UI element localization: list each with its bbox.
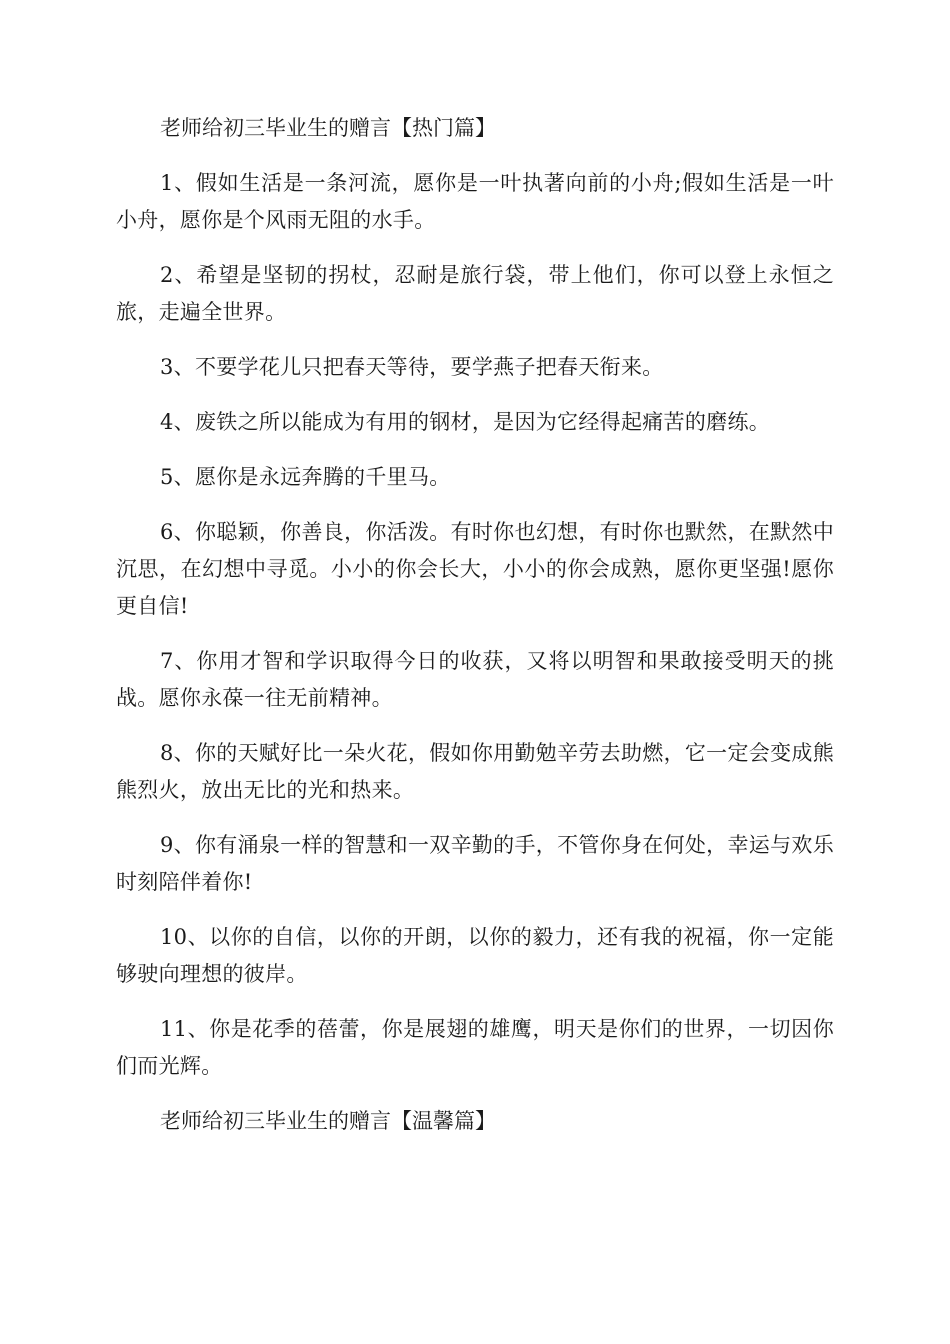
list-item: 2、希望是坚韧的拐杖，忍耐是旅行袋，带上他们，你可以登上永恒之旅，走遍全世界。 [116,263,834,324]
section-heading-hot: 老师给初三毕业生的赠言【热门篇】 [160,116,496,140]
list-item: 8、你的天赋好比一朵火花，假如你用勤勉辛劳去助燃，它一定会变成熊熊烈火，放出无比的光和热来。 [116,741,834,802]
list-item: 1、假如生活是一条河流，愿你是一叶执著向前的小舟;假如生活是一叶小舟，愿你是个风雨无阻的水手。 [116,171,834,232]
list-item: 7、你用才智和学识取得今日的收获，又将以明智和果敢接受明天的挑战。愿你永葆一往无前精神。 [116,649,834,710]
list-item: 3、不要学花儿只把春天等待，要学燕子把春天衔来。 [160,355,664,379]
list-item: 9、你有涌泉一样的智慧和一双辛勤的手，不管你身在何处，幸运与欢乐时刻陪伴着你! [116,833,834,894]
list-item: 6、你聪颖，你善良，你活泼。有时你也幻想，有时你也默然，在默然中沉思，在幻想中寻觅。小小的你会长大，小小的你会成熟，愿你更坚强!愿你更自信! [116,520,834,618]
list-item: 5、愿你是永远奔腾的千里马。 [160,465,451,489]
document-page [116,110,834,1158]
list-item: 11、你是花季的蓓蕾，你是展翅的雄鹰，明天是你们的世界，一切因你们而光辉。 [116,1017,834,1078]
list-item: 4、废铁之所以能成为有用的钢材，是因为它经得起痛苦的磨练。 [160,410,771,434]
section-heading-warm: 老师给初三毕业生的赠言【温馨篇】 [160,1109,496,1133]
list-item: 10、以你的自信，以你的开朗，以你的毅力，还有我的祝福，你一定能够驶向理想的彼岸。 [116,925,834,986]
